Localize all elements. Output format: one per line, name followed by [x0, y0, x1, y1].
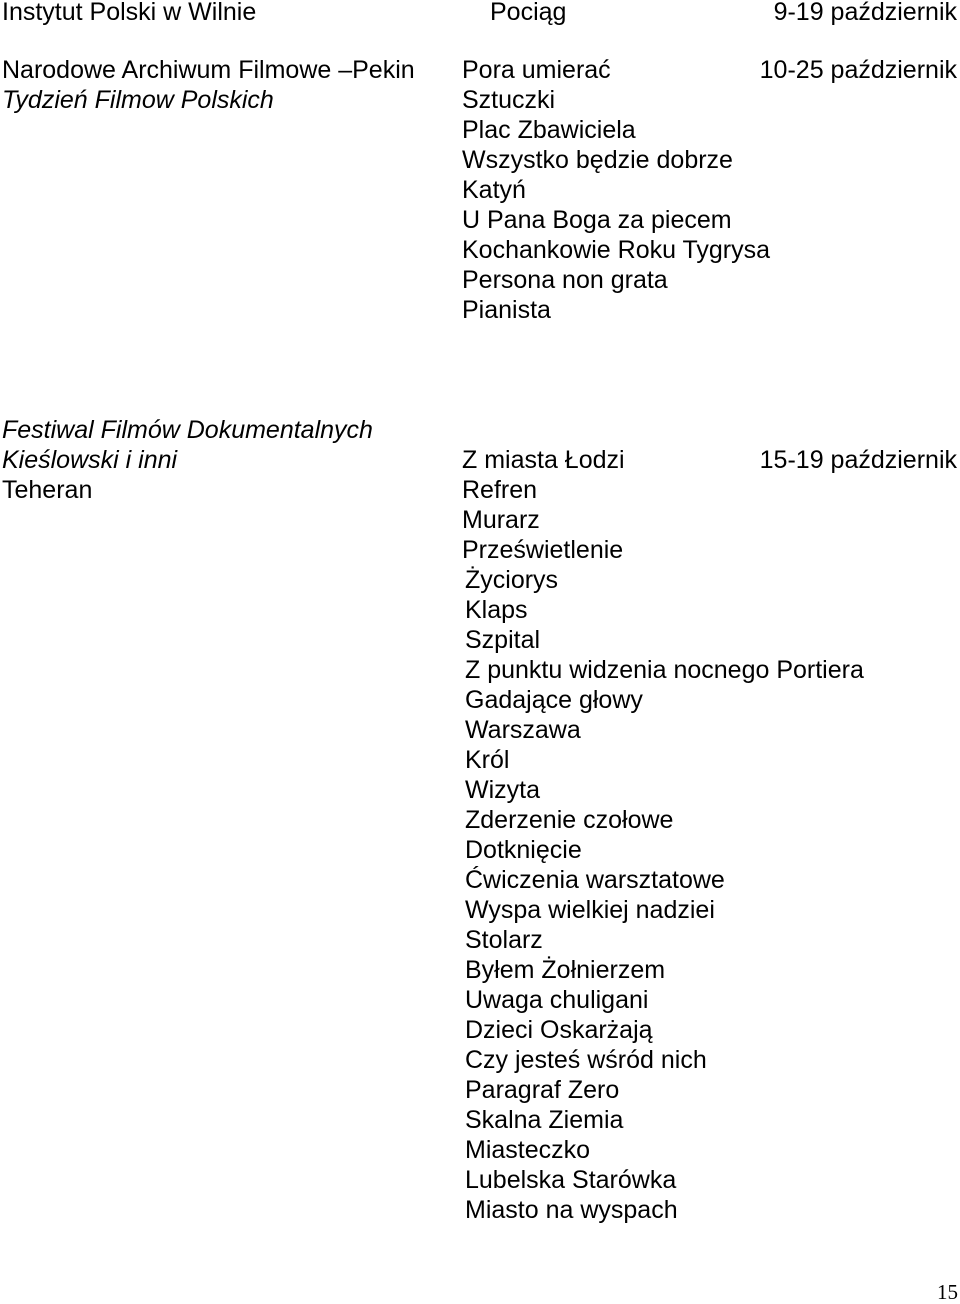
- film-title: Dzieci Oskarżają: [465, 1016, 653, 1044]
- film-title: Plac Zbawiciela: [462, 116, 636, 144]
- film-title: Paragraf Zero: [465, 1076, 620, 1104]
- film-title: Refren: [462, 476, 538, 504]
- page-number: 15: [937, 1280, 958, 1304]
- film-title: Z punktu widzenia nocnego Portiera: [465, 656, 864, 684]
- city: Teheran: [2, 476, 93, 504]
- film-title: Gadające głowy: [465, 686, 643, 714]
- organizer-instytut-polski: Instytut Polski w Wilnie: [2, 0, 257, 26]
- film-title: Murarz: [462, 506, 540, 534]
- film-title: Prześwietlenie: [462, 536, 624, 564]
- film-title: Lubelska Starówka: [465, 1166, 677, 1194]
- film-title: Kochankowie Roku Tygrysa: [462, 236, 771, 264]
- dates: 9-19 październik: [773, 0, 957, 26]
- film-title: Miasteczko: [465, 1136, 591, 1164]
- film-title: Życiorys: [465, 566, 559, 594]
- film-title: Katyń: [462, 176, 526, 204]
- event-name: Tydzień Filmow Polskich: [2, 86, 274, 114]
- dates: 15-19 październik: [759, 446, 957, 474]
- film-title: Dotknięcie: [465, 836, 582, 864]
- film-title: Klaps: [465, 596, 528, 624]
- film-title: Skalna Ziemia: [465, 1106, 624, 1134]
- film-title: Wizyta: [465, 776, 540, 804]
- film-title: Pora umierać: [462, 56, 611, 84]
- film-title: Król: [465, 746, 510, 774]
- film-title: Byłem Żołnierzem: [465, 956, 666, 984]
- festival-name: Festiwal Filmów Dokumentalnych: [2, 416, 373, 444]
- film-title: Miasto na wyspach: [465, 1196, 678, 1224]
- film-title: Wyspa wielkiej nadziei: [465, 896, 715, 924]
- film-title: U Pana Boga za piecem: [462, 206, 732, 234]
- film-title: Czy jesteś wśród nich: [465, 1046, 707, 1074]
- organizer-archiwum: Narodowe Archiwum Filmowe –Pekin: [2, 56, 415, 84]
- film-title: Wszystko będzie dobrze: [462, 146, 733, 174]
- film-title: Uwaga chuligani: [465, 986, 649, 1014]
- film-title: Szpital: [465, 626, 541, 654]
- film-title: Ćwiczenia warsztatowe: [465, 866, 725, 894]
- dates: 10-25 październik: [759, 56, 957, 84]
- film-title: Z miasta Łodzi: [462, 446, 625, 474]
- festival-subtitle: Kieślowski i inni: [2, 446, 178, 474]
- film-title: Warszawa: [465, 716, 581, 744]
- film-title: Stolarz: [465, 926, 543, 954]
- film-title: Pociąg: [490, 0, 567, 26]
- film-title: Sztuczki: [462, 86, 556, 114]
- film-title: Persona non grata: [462, 266, 668, 294]
- film-title: Zderzenie czołowe: [465, 806, 674, 834]
- film-title: Pianista: [462, 296, 551, 324]
